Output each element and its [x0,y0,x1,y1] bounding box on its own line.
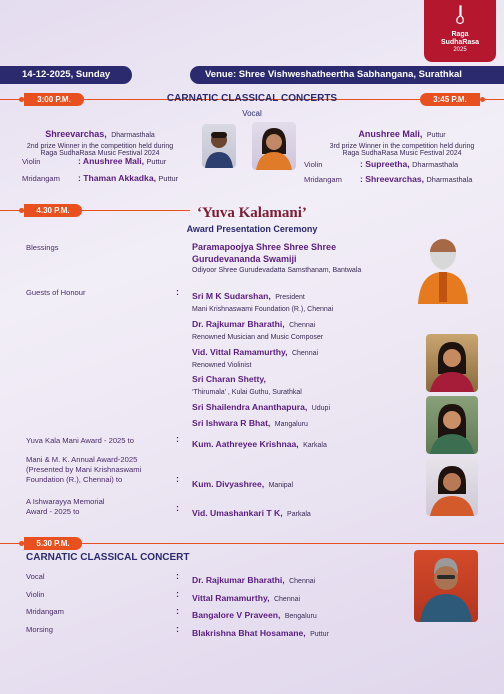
guest-name-1: Dr. Rajkumar Bharathi, [192,319,285,329]
award-label-0 [26,436,134,445]
left-mridangam-name: : Thaman Akkadka, [78,173,157,183]
photo-shreevarchas [202,124,236,168]
s3-name-1: Vittal Ramamurthy, [192,593,270,603]
s3-name-2: Bangalore V Praveen, [192,610,281,620]
colon-guests: : [176,287,179,297]
s3-row-morsing [192,623,329,641]
photo-anushree [252,122,296,170]
s3-place-0: Chennai [289,578,316,585]
guest-extra-2: Chennai [291,350,319,357]
left-performer [0,124,200,157]
date-text: 14-12-2025, Sunday [22,69,111,80]
award-2-name: Vid. Umashankari T K, [192,508,283,518]
photo-divyashree [426,396,478,454]
award-0-place: Karkala [303,442,327,449]
right-desc-2: Raga SudhaRasa Music Festival 2024 [342,150,462,157]
left-violin-place: Puttur [146,157,167,166]
guest-row-3 [192,369,302,396]
guest-extra-4: Udupi [311,405,330,412]
guest-sub-2: Renowned Violinist [192,362,252,369]
photo-umashankari [426,458,478,516]
time-right: 3:45 P.M. [433,95,467,104]
blessings-line2: Gurudevananda Swamiji [192,254,297,264]
right-violin [360,159,458,169]
guest-row-5 [192,413,308,431]
right-mridangam-place: Dharmasthala [426,175,473,184]
s3-label-violin: Violin [26,590,45,599]
right-violin-label: Violin [304,160,323,169]
award-recipient-0 [192,434,327,452]
blessings-line1: Paramapoojya Shree Shree Shree [192,242,337,252]
guest-row-0 [192,286,333,313]
left-performer-place: Dharmasthala [111,132,155,139]
guest-sub-1: Renowned Musician and Music Composer [192,334,324,341]
s3-colon-0: : [176,571,179,581]
award-colon-1: : [176,474,179,484]
award-1-label3: Foundation (R.), Chennai) to [26,475,123,484]
award-colon-0: : [176,434,179,444]
left-desc-2: Raga SudhaRasa Music Festival 2024 [40,150,160,157]
guest-name-5: Sri Ishwara R Bhat, [192,418,271,428]
award-1-place: Manipal [268,482,294,489]
s3-place-2: Bengaluru [284,613,317,620]
guest-row-1 [192,314,323,341]
left-violin [78,156,166,166]
left-desc-1: 2nd prize Winner in the competition held during [26,143,174,150]
guest-sub-3: ‘Thirumala’ , Kulai Guthu, Surathkal [192,389,302,396]
award-recipient-2 [192,503,311,521]
venue-text: Venue: Shree Vishweshatheertha Sabhangana, Surathkal [205,69,462,80]
award-2-label1: A Ishwarayya Memorial [26,497,105,506]
right-mridangam-name: : Shreevarchas, [360,174,425,184]
right-performer-place: Puttur [426,132,446,139]
guest-name-0: Sri M K Sudarshan, [192,291,271,301]
time-left: 3:00 P.M. [37,95,71,104]
time-pill-session3 [24,537,82,550]
logo-text-1: Raga [451,31,469,38]
left-violin-name: : Anushree Mali, [78,156,145,166]
award-colon-2: : [176,503,179,513]
logo-text-2: SudhaRasa [440,39,480,46]
blessings-label: Blessings [26,243,59,252]
award-title: ‘Yuva Kalamani’ [197,205,307,221]
guest-extra-5: Mangaluru [274,421,308,428]
award-subtitle: Award Presentation Ceremony [186,224,318,234]
header-bar [0,66,504,84]
award-2-label2: Award - 2025 to [26,507,80,516]
s3-row-violin [192,588,300,606]
photo-rajkumar-bharathi [414,550,478,622]
s3-colon-3: : [176,624,179,634]
session1-title: CARNATIC CLASSICAL CONCERTS [166,93,338,104]
guest-name-4: Sri Shailendra Ananthapura, [192,402,308,412]
guest-name-2: Vid. Vittal Ramamurthy, [192,347,288,357]
s3-label-morsing: Morsing [26,625,54,634]
photo-swamiji [414,232,472,304]
s3-colon-1: : [176,589,179,599]
guest-sub-0: Mani Krishnaswami Foundation (R.), Chennai [192,306,334,313]
session3-title: CARNATIC CLASSICAL CONCERT [26,552,190,563]
left-performer-name: Shreevarchas, [45,129,107,139]
s3-label-vocal: Vocal [26,572,45,581]
s3-row-vocal [192,570,315,588]
award-1-label1: Mani & M. K. Annual Award-2025 [26,455,138,464]
guest-name-3: Sri Charan Shetty, [192,374,266,384]
award-0-label1: Yuva Kala Mani Award - 2025 to [26,436,134,445]
guest-extra-0: President [275,294,305,301]
right-violin-name: : Supreetha, [360,159,410,169]
s3-place-1: Chennai [273,596,301,603]
right-mridangam-label: Mridangam [304,175,342,184]
blessings-sub: Odiyoor Shree Gurudevadatta Samsthanam, Bantwala [192,267,362,274]
left-mridangam [78,173,178,183]
right-mridangam [360,174,472,184]
left-mridangam-label: Mridangam [22,174,60,183]
award-label-1 [26,455,141,485]
session2-time: 4.30 P.M. [36,206,70,215]
right-desc-1: 3rd prize Winner in the competition held during [329,143,475,150]
logo-text-3: 2025 [453,47,467,53]
award-1-name: Kum. Divyashree, [192,479,265,489]
s3-row-mridangam [192,605,317,623]
s3-name-0: Dr. Rajkumar Bharathi, [192,575,285,585]
s3-label-mridangam: Mridangam [26,607,64,616]
left-violin-label: Violin [22,157,41,166]
right-performer-name: Anushree Mali, [358,129,423,139]
tanpura-icon [449,4,471,26]
award-2-place: Parkala [287,511,311,518]
session1-subtitle: Vocal [242,109,262,118]
award-1-label2: (Presented by Mani Krishnaswami [26,465,142,474]
award-recipient-1 [192,474,293,492]
award-0-name: Kum. Aathreyee Krishnaa, [192,439,299,449]
guests-label: Guests of Honour [26,288,86,297]
s3-place-3: Puttur [310,631,329,638]
award-label-2 [26,497,105,517]
session3-time: 5.30 P.M. [36,539,70,548]
guest-extra-1: Chennai [289,322,316,329]
s3-colon-2: : [176,606,179,616]
s3-name-3: Blakrishna Bhat Hosamane, [192,628,306,638]
festival-logo [424,0,496,62]
photo-aathreyee [426,334,478,392]
guest-row-2 [192,342,318,369]
left-mridangam-place: Puttur [158,174,179,183]
right-violin-place: Dharmasthala [412,160,459,169]
right-performer [300,124,504,157]
